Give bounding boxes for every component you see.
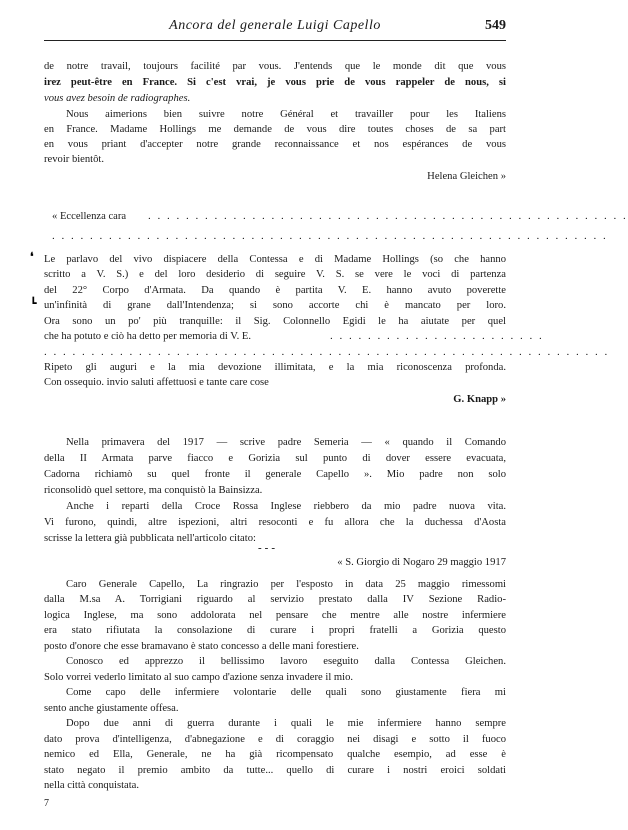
text-line: Solo vorrei vederlo limitato al suo campo d'azione senza invadere il mio.: [44, 672, 354, 683]
letter-dateline: « S. Giorgio di Nogaro 29 maggio 1917: [337, 557, 506, 568]
text-line: Nous aimerions bien suivre notre Général et travailler pour les Italiens: [66, 109, 506, 120]
signature: Helena Gleichen »: [427, 171, 506, 182]
text-line: Ora sono un po' più tranquille: il Sig. Colonnello Egidi le ha aiutate per quel: [44, 316, 506, 327]
text-line: del 22° Corpo d'Armata. Da quando è partita V. E. hanno avuto poverette: [44, 285, 506, 296]
text-line: Caro Generale Capello, La ringrazio per l'esposto in data 25 maggio rimessomi: [66, 579, 506, 590]
header-rule: [44, 40, 506, 41]
text-line: della II Armata parve fiacco e Gorizia sul punto di dover essere evacuata,: [44, 453, 506, 464]
text-line: Cadorna richiamò su quel fronte il generale Capello ». Mio padre non solo: [44, 469, 506, 480]
text-line: Ripeto gli auguri e la mia devozione illimitata, e la mia riconoscenza profonda.: [44, 362, 506, 373]
ellipsis-dots: . . . . . . . . . . . . . . . . . . . . . . . . . . . . . . . . . . . . . . . . . . . . . . . . . . . . . . . . . . .: [52, 230, 608, 242]
text-line: en France. Madame Hollings me demande de vous dire toutes choses de sa part: [44, 124, 506, 135]
ellipsis-dots: . . . . . . . . . . . . . . . . . . . . . . .: [330, 330, 544, 342]
text-line: scritto a V. S.) e del loro desiderio di seguire V. S. se vere le voci di partenza: [44, 269, 506, 280]
text-line: che ha potuto e ciò ha detto per memoria di V. E.: [44, 331, 252, 342]
text-line: dato prova d'intelligenza, d'abnegazione e di coraggio nei disagi e sotto il fuoco: [44, 734, 506, 745]
text-line: irez peut-être en France. Si c'est vrai, je vous prie de vous rappeler de nous, si: [44, 77, 506, 88]
separator-mark: -‐-: [258, 542, 278, 554]
text-line: posto d'onore che esse bramavano è stato concesso a delle mani forestiere.: [44, 641, 359, 652]
text-line: sento anche giustamente offesa.: [44, 703, 179, 714]
text-line: Con ossequio. invio saluti affettuosi e tante care cose: [44, 377, 269, 388]
text-line: riconsolidò quel settore, ma conquistò la Bainsizza.: [44, 485, 263, 496]
text-line: Nella primavera del 1917 — scrive padre Semeria — « quando il Comando: [66, 437, 506, 448]
text-line: dalla M.sa A. Torrigiani riguardo al servizio prestato dalla IV Sezione Radio-: [44, 594, 506, 605]
margin-mark: ❛: [30, 251, 34, 263]
text-line: nemico ed Ella, Generale, ne ha già ricompensato qualche esempio, ad esse è: [44, 749, 506, 760]
text-line: era stato rifiutata la consolazione di curare i propri fratelli a Gorizia questo: [44, 625, 506, 636]
text-line: stato negato il premio ambito da tutte... quello di curare i nostri eroici soldati: [44, 765, 506, 776]
footnote-mark: 7: [44, 798, 49, 809]
text-line: nella città conquistata.: [44, 780, 140, 791]
text-line: Vi furono, quindi, altre ispezioni, altri resoconti e fu allora che la duchessa d'Aosta: [44, 517, 506, 528]
text-line: en vous priant d'accepter notre grande reconnaissance et nos espérances de vous: [44, 139, 506, 150]
running-title: Ancora del generale Luigi Capello: [169, 18, 381, 33]
text-line: scrisse la lettera già pubblicata nell'articolo citato:: [44, 533, 256, 544]
signature: G. Knapp »: [453, 394, 506, 405]
text-line: Anche i reparti della Croce Rossa Inglese riebbero da mio padre nuova vita.: [66, 501, 506, 512]
text-line: revoir bientôt.: [44, 154, 105, 165]
text-line: de notre travail, toujours facilité par vous. J'entends que le monde dit que vous: [44, 61, 506, 72]
text-line: logica Inglese, ma sono addolorata nel pensare che mentre alle nostre infermiere: [44, 610, 506, 621]
text-line: un'infinità di grane dall'Intendenza; si sono accorte chi è mancato per loro.: [44, 300, 506, 311]
text-line: Le parlavo del vivo dispiacere della Contessa e di Madame Hollings (so che hanno: [44, 254, 506, 265]
margin-mark: ┗: [30, 298, 37, 310]
page-number: 549: [485, 18, 506, 33]
text-line: vous avez besoin de radiographes.: [44, 93, 191, 104]
text-line: Dopo due anni di guerra durante i quali le mie infermiere hanno sempre: [66, 718, 506, 729]
salutation: « Eccellenza cara: [52, 211, 127, 222]
text-line: Conosco ed apprezzo il bellissimo lavoro eseguito dalla Contessa Gleichen.: [66, 656, 506, 667]
ellipsis-dots: . . . . . . . . . . . . . . . . . . . . . . . . . . . . . . . . . . . . . . . . . . . . . . . . . . . . . . . . . . . .: [44, 346, 610, 358]
ellipsis-dots: . . . . . . . . . . . . . . . . . . . . . . . . . . . . . . . . . . . . . . . . . . . . . . . . . . .: [148, 210, 628, 222]
page-header: [0, 18, 550, 40]
text-line: Come capo delle infermiere volontarie delle quali sono giustamente fiera mi: [66, 687, 506, 698]
